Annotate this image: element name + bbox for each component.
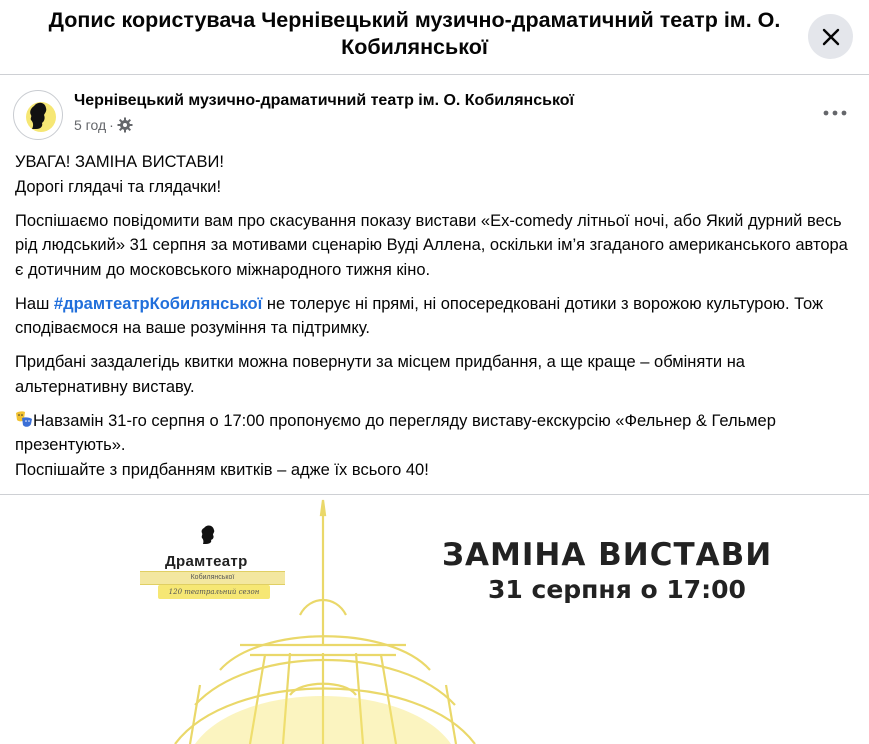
image-logo-subtitle: Кобилянської (190, 574, 235, 581)
post-line-greeting: Дорогі глядачі та глядачки! (15, 177, 222, 196)
image-headline: ЗАМІНА ВИСТАВИ (442, 537, 773, 573)
more-options-icon (823, 110, 847, 116)
image-season-badge: 120 театральний сезон (158, 585, 270, 599)
post-author[interactable]: Чернівецький музично-драматичний театр ім. О. Кобилянської (74, 92, 575, 109)
gear-icon[interactable] (117, 117, 133, 133)
theater-masks-emoji (15, 411, 33, 428)
close-button[interactable] (808, 14, 853, 59)
post-paragraph-2: Поспішаємо повідомити вам про скасування показу вистави «Ex-comedy літньої ночі, або Який дурний весь рід людський» 31 серпня за мотивами сценарію Вуді Аллена, оскільки ім’я згаданого американського автора є дотичним до московського міжнародного тижня кіно. (15, 211, 848, 279)
p3-after: не толерує ні прямі, ні опосередковані дотики з ворожою культурою. Тож сподіваємося на ваше розуміння та підтримку. (15, 294, 823, 337)
image-logo-title: Драмтеатр (165, 553, 248, 570)
p3-before: Наш (15, 294, 54, 313)
logo-silhouette (202, 526, 215, 544)
author-avatar[interactable] (13, 90, 63, 140)
close-icon (822, 28, 840, 46)
post-timestamp[interactable]: 5 год (74, 117, 107, 133)
theater-logo-icon (14, 91, 63, 140)
post-paragraph-1 (15, 150, 860, 199)
post-paragraph-4: Придбані заздалегідь квитки можна повернути за місцем придбання, а ще краще – обміняти на альтернативну виставу. (15, 353, 745, 396)
dialog-title: Допис користувача Чернівецький музично-драматичний театр ім. О. Кобилянської (48, 8, 781, 59)
post-line-alert: УВАГА! ЗАМІНА ВИСТАВИ! (15, 153, 224, 171)
post-image[interactable] (0, 495, 869, 744)
image-date: 31 серпня о 17:00 (488, 575, 746, 604)
post-header (0, 75, 869, 145)
more-options-button[interactable] (815, 97, 855, 129)
post-meta (74, 117, 133, 133)
meta-separator: · (109, 117, 114, 133)
post-line-tickets: Поспішайте з придбанням квитків – адже їх всього 40! (15, 460, 429, 479)
post-line-replacement: Навзамін 31-го серпня о 17:00 пропонуємо до перегляду виставу-екскурсію «Фельнер & Гельмер презентують». (15, 411, 776, 454)
hashtag-link[interactable]: #драмтеатрКобилянської (53, 294, 263, 313)
post-paragraph-5 (15, 409, 860, 483)
post-paragraph-3 (15, 292, 860, 341)
theater-dome-illustration (0, 495, 869, 744)
image-logo-ribbon (140, 571, 285, 585)
dialog-header (0, 0, 869, 75)
post-text (15, 150, 860, 492)
